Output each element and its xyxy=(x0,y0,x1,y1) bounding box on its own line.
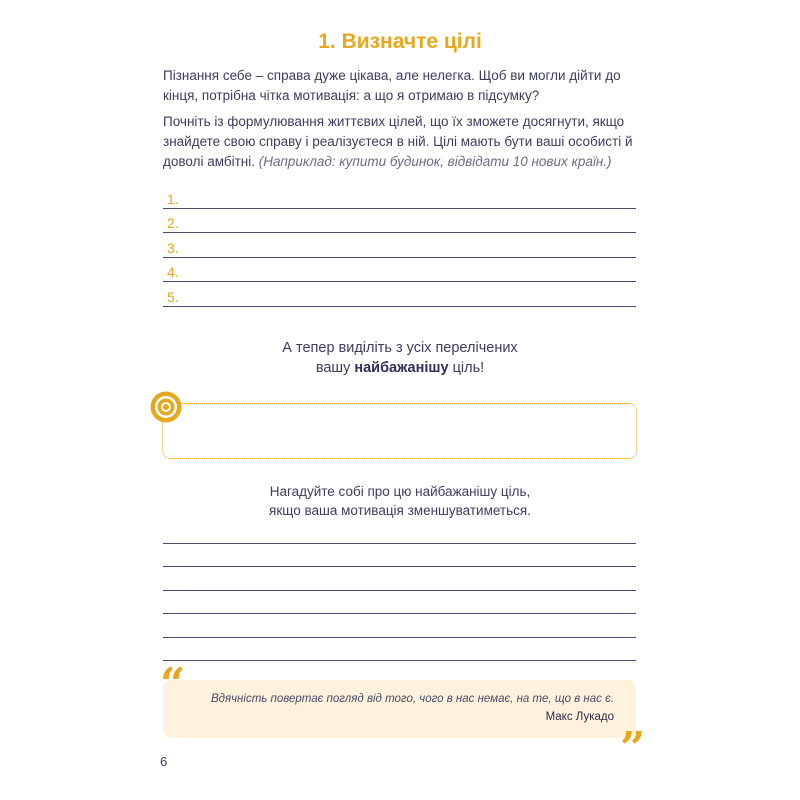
quote-box xyxy=(163,680,636,738)
notes-lines xyxy=(163,520,636,661)
note-line[interactable] xyxy=(163,638,636,662)
note-line[interactable] xyxy=(163,614,636,638)
page-title: 1. Визначте цілі xyxy=(318,30,482,53)
page-number: 6 xyxy=(160,754,168,769)
note-line[interactable] xyxy=(163,567,636,591)
close-quote-icon: ” xyxy=(620,723,646,774)
main-goal-prompt xyxy=(0,338,800,378)
main-goal-input-box[interactable] xyxy=(162,403,637,459)
open-quote-icon: “ xyxy=(160,659,186,710)
quote-text: Вдячність повертає погляд від того, чого в нас немає, на те, що в нас є. xyxy=(210,693,614,705)
reminder-text xyxy=(0,482,800,520)
prompt-line-1: А тепер виділіть з усіх перелічених xyxy=(282,340,518,356)
note-line[interactable] xyxy=(163,544,636,568)
goal-number: 1. xyxy=(167,190,179,207)
goal-line-2[interactable] xyxy=(163,209,636,234)
intro-paragraph: Пізнання себе – справа дуже цікава, але нелегка. Щоб ви могли дійти до кінця, потрібна чітка мотивація: а що я отримаю в підсумку? xyxy=(163,68,621,103)
example-text: (Наприклад: купити будинок, відвідати 10 нових країн.) xyxy=(258,154,612,169)
note-line[interactable] xyxy=(163,591,636,615)
reminder-line-2: якщо ваша мотивація зменшуватиметься. xyxy=(269,503,531,518)
goal-number: 5. xyxy=(167,288,179,305)
prompt-text-after: ціль! xyxy=(448,360,485,376)
note-line[interactable] xyxy=(163,520,636,544)
goal-line-4[interactable] xyxy=(163,258,636,283)
goals-list xyxy=(163,184,636,307)
reminder-line-1: Нагадуйте собі про цю найбажанішу ціль, xyxy=(269,484,531,499)
goal-line-3[interactable] xyxy=(163,233,636,258)
prompt-line-2 xyxy=(0,358,800,378)
goal-line-5[interactable] xyxy=(163,282,636,307)
goal-line-1[interactable] xyxy=(163,184,636,209)
instructions-paragraph xyxy=(163,112,643,172)
instructions-text: Почніть із формулювання життєвих цілей, що їх зможете досягнути, якщо знайдете свою справу і реалізуєтеся в ній. Цілі мають бути ваші особисті й доволі амбітні. xyxy=(163,114,633,169)
goal-number: 3. xyxy=(167,239,179,256)
goal-number: 2. xyxy=(167,215,179,231)
quote-author: Макс Лукадо xyxy=(545,711,614,723)
goal-number: 4. xyxy=(167,264,179,280)
target-icon xyxy=(150,391,182,423)
prompt-text-before: вашу xyxy=(315,360,355,376)
prompt-emphasis: найбажанішу xyxy=(354,360,449,376)
